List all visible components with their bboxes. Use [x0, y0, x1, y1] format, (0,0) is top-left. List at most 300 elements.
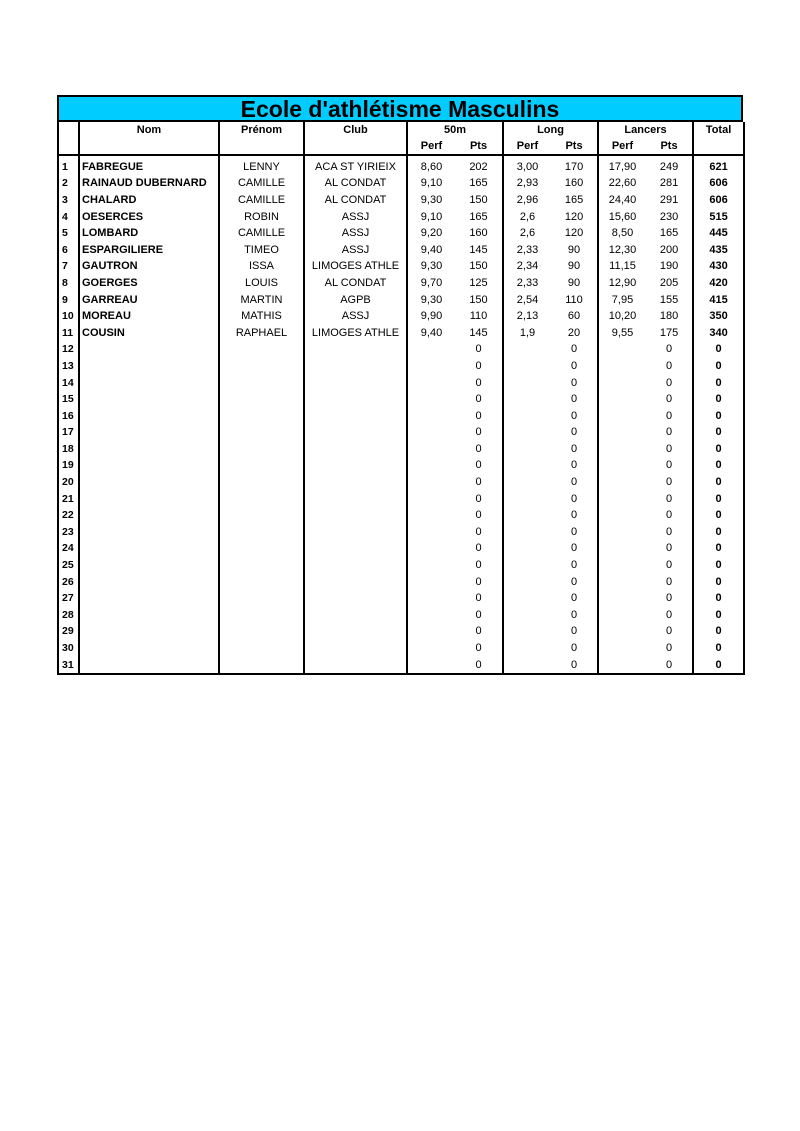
table-row — [58, 259, 744, 276]
cell-long-pts: 0 — [551, 607, 598, 624]
cell-lancers-pts: 0 — [646, 541, 693, 558]
cell-long-perf — [503, 557, 551, 574]
cell-long-perf — [503, 590, 551, 607]
cell-lancers-perf: 12,90 — [608, 276, 637, 289]
cell-lancers-pts: 0 — [646, 391, 693, 408]
cell-long-pts: 20 — [551, 325, 598, 342]
cell-prenom: CAMILLE — [219, 225, 304, 242]
cell-club — [304, 624, 407, 641]
header-lancers-pts: Pts — [646, 138, 693, 155]
cell-lancers-perf — [598, 574, 646, 591]
cell-50m-perf: 9,70 — [420, 276, 443, 289]
cell-nom — [79, 474, 219, 491]
cell-lancers-perf: 8,50 — [611, 227, 634, 240]
cell-long-pts: 90 — [551, 242, 598, 259]
table-row — [58, 441, 744, 458]
cell-50m-perf — [407, 408, 455, 425]
cell-club: ASSJ — [304, 308, 407, 325]
cell-total: 415 — [693, 292, 744, 309]
cell-lancers-perf — [598, 640, 646, 657]
cell-nom: CHALARD — [79, 192, 219, 209]
cell-prenom — [219, 342, 304, 359]
cell-club: ASSJ — [304, 225, 407, 242]
table-row — [58, 375, 744, 392]
cell-total: 0 — [693, 342, 744, 359]
cell-50m-perf — [407, 657, 455, 675]
cell-50m-pts: 150 — [455, 192, 503, 209]
cell-nom — [79, 590, 219, 607]
cell-50m-perf: 9,20 — [420, 227, 443, 240]
cell-50m-perf — [407, 375, 455, 392]
cell-long-pts: 90 — [551, 259, 598, 276]
header-50m-pts: Pts — [455, 138, 503, 155]
cell-nom — [79, 557, 219, 574]
cell-long-pts: 0 — [551, 624, 598, 641]
cell-long-perf: 2,6 — [519, 227, 536, 240]
cell-lancers-perf — [598, 425, 646, 442]
cell-nom — [79, 574, 219, 591]
cell-lancers-pts: 0 — [646, 590, 693, 607]
table-row — [58, 574, 744, 591]
cell-prenom — [219, 507, 304, 524]
cell-long-pts: 0 — [551, 391, 598, 408]
cell-50m-perf — [407, 391, 455, 408]
table-row — [58, 474, 744, 491]
cell-lancers-pts: 249 — [646, 159, 693, 176]
cell-prenom — [219, 557, 304, 574]
cell-lancers-perf — [598, 375, 646, 392]
cell-nom: COUSIN — [79, 325, 219, 342]
cell-nom — [79, 524, 219, 541]
cell-club: AL CONDAT — [304, 176, 407, 193]
cell-50m-perf — [407, 358, 455, 375]
cell-total: 0 — [693, 541, 744, 558]
results-body — [58, 159, 744, 674]
cell-50m-pts: 125 — [455, 275, 503, 292]
cell-club: AL CONDAT — [304, 192, 407, 209]
row-number: 6 — [58, 242, 79, 259]
cell-lancers-pts: 0 — [646, 342, 693, 359]
cell-lancers-perf — [598, 657, 646, 675]
cell-lancers-pts: 0 — [646, 375, 693, 392]
cell-50m-pts: 0 — [455, 657, 503, 675]
cell-lancers-pts: 0 — [646, 491, 693, 508]
header-50m-perf: Perf — [407, 138, 455, 155]
cell-total: 445 — [693, 225, 744, 242]
cell-nom — [79, 507, 219, 524]
cell-nom — [79, 640, 219, 657]
cell-lancers-perf — [598, 557, 646, 574]
row-number: 11 — [58, 325, 79, 342]
row-number: 29 — [58, 624, 79, 641]
cell-total: 0 — [693, 607, 744, 624]
cell-50m-perf — [407, 590, 455, 607]
table-row — [58, 524, 744, 541]
row-number: 1 — [58, 159, 79, 176]
cell-lancers-pts: 155 — [646, 292, 693, 309]
cell-lancers-pts: 0 — [646, 474, 693, 491]
cell-lancers-pts: 0 — [646, 441, 693, 458]
table-row — [58, 640, 744, 657]
cell-prenom — [219, 657, 304, 675]
cell-nom — [79, 408, 219, 425]
cell-long-perf: 1,9 — [519, 326, 536, 339]
cell-prenom: RAPHAEL — [219, 325, 304, 342]
cell-50m-pts: 0 — [455, 524, 503, 541]
cell-club: AL CONDAT — [304, 275, 407, 292]
table-row — [58, 292, 744, 309]
cell-total: 0 — [693, 491, 744, 508]
row-number: 8 — [58, 275, 79, 292]
cell-50m-perf — [407, 474, 455, 491]
cell-prenom — [219, 590, 304, 607]
cell-50m-pts: 165 — [455, 209, 503, 226]
cell-lancers-perf — [598, 524, 646, 541]
cell-club — [304, 474, 407, 491]
cell-prenom — [219, 375, 304, 392]
cell-50m-perf: 9,30 — [420, 260, 443, 273]
table-row — [58, 657, 744, 675]
cell-total: 0 — [693, 657, 744, 675]
cell-lancers-perf — [598, 624, 646, 641]
cell-total: 340 — [693, 325, 744, 342]
cell-lancers-pts: 0 — [646, 657, 693, 675]
cell-50m-pts: 110 — [455, 308, 503, 325]
table-row — [58, 275, 744, 292]
cell-club — [304, 657, 407, 675]
cell-club — [304, 408, 407, 425]
header-long: Long — [503, 122, 598, 138]
cell-total: 0 — [693, 425, 744, 442]
cell-long-perf: 2,34 — [516, 260, 539, 273]
cell-nom: GARREAU — [79, 292, 219, 309]
cell-lancers-perf: 17,90 — [608, 160, 637, 173]
cell-total: 0 — [693, 640, 744, 657]
cell-prenom — [219, 624, 304, 641]
cell-club — [304, 590, 407, 607]
cell-long-perf: 2,93 — [516, 177, 539, 190]
row-number: 30 — [58, 640, 79, 657]
cell-total: 0 — [693, 507, 744, 524]
cell-club — [304, 441, 407, 458]
cell-lancers-perf — [598, 491, 646, 508]
cell-club: LIMOGES ATHLE — [304, 325, 407, 342]
header-total: Total — [693, 122, 744, 138]
cell-long-perf: 3,00 — [516, 160, 539, 173]
table-row — [58, 225, 744, 242]
row-number: 31 — [58, 657, 79, 675]
cell-nom: FABREGUE — [79, 159, 219, 176]
cell-lancers-pts: 0 — [646, 425, 693, 442]
cell-nom: OESERCES — [79, 209, 219, 226]
cell-long-pts: 165 — [551, 192, 598, 209]
cell-lancers-perf — [598, 507, 646, 524]
table-row — [58, 342, 744, 359]
cell-lancers-perf — [598, 342, 646, 359]
cell-50m-perf — [407, 441, 455, 458]
table-row — [58, 408, 744, 425]
table-row — [58, 607, 744, 624]
sheet-title: Ecole d'athlétisme Masculins — [57, 95, 743, 122]
cell-prenom — [219, 408, 304, 425]
header-long-perf: Perf — [503, 138, 551, 155]
cell-total: 606 — [693, 192, 744, 209]
table-row — [58, 557, 744, 574]
cell-lancers-pts: 0 — [646, 524, 693, 541]
cell-prenom: ROBIN — [219, 209, 304, 226]
row-number: 5 — [58, 225, 79, 242]
cell-long-perf — [503, 425, 551, 442]
cell-50m-pts: 202 — [455, 159, 503, 176]
cell-prenom — [219, 574, 304, 591]
cell-long-pts: 0 — [551, 425, 598, 442]
header-lancers-perf: Perf — [598, 138, 646, 155]
cell-long-pts: 160 — [551, 176, 598, 193]
cell-50m-pts: 0 — [455, 541, 503, 558]
results-table — [57, 122, 745, 675]
cell-total: 350 — [693, 308, 744, 325]
cell-long-perf: 2,33 — [516, 276, 539, 289]
cell-50m-pts: 0 — [455, 474, 503, 491]
cell-total: 430 — [693, 259, 744, 276]
cell-prenom — [219, 541, 304, 558]
cell-lancers-pts: 0 — [646, 574, 693, 591]
cell-long-perf — [503, 375, 551, 392]
header-prenom: Prénom — [219, 122, 304, 138]
cell-total: 0 — [693, 557, 744, 574]
cell-50m-pts: 145 — [455, 325, 503, 342]
cell-long-perf — [503, 491, 551, 508]
row-number: 7 — [58, 259, 79, 276]
cell-lancers-pts: 180 — [646, 308, 693, 325]
cell-club — [304, 574, 407, 591]
table-row — [58, 209, 744, 226]
cell-total: 0 — [693, 391, 744, 408]
cell-long-perf — [503, 607, 551, 624]
cell-lancers-perf: 15,60 — [608, 210, 637, 223]
cell-lancers-pts: 0 — [646, 507, 693, 524]
cell-nom — [79, 657, 219, 675]
cell-club — [304, 425, 407, 442]
cell-lancers-perf: 10,20 — [608, 310, 637, 323]
cell-prenom — [219, 607, 304, 624]
table-row — [58, 590, 744, 607]
cell-nom: GOERGES — [79, 275, 219, 292]
cell-long-perf: 2,33 — [516, 243, 539, 256]
cell-nom: MOREAU — [79, 308, 219, 325]
cell-long-pts: 0 — [551, 408, 598, 425]
cell-lancers-perf — [598, 607, 646, 624]
row-number: 14 — [58, 375, 79, 392]
cell-50m-pts: 0 — [455, 557, 503, 574]
cell-50m-pts: 0 — [455, 590, 503, 607]
cell-long-pts: 0 — [551, 640, 598, 657]
cell-50m-perf: 9,40 — [420, 243, 443, 256]
table-row — [58, 507, 744, 524]
cell-50m-pts: 145 — [455, 242, 503, 259]
cell-club — [304, 358, 407, 375]
cell-long-pts: 0 — [551, 458, 598, 475]
table-row — [58, 192, 744, 209]
table-row — [58, 425, 744, 442]
row-number: 28 — [58, 607, 79, 624]
cell-long-perf — [503, 408, 551, 425]
cell-total: 0 — [693, 524, 744, 541]
cell-long-perf — [503, 524, 551, 541]
cell-prenom — [219, 391, 304, 408]
cell-nom — [79, 458, 219, 475]
cell-prenom — [219, 474, 304, 491]
cell-lancers-pts: 0 — [646, 408, 693, 425]
cell-long-pts: 120 — [551, 225, 598, 242]
cell-lancers-perf — [598, 391, 646, 408]
cell-long-perf — [503, 640, 551, 657]
cell-total: 435 — [693, 242, 744, 259]
cell-long-perf — [503, 458, 551, 475]
cell-50m-perf: 8,60 — [420, 160, 443, 173]
cell-lancers-pts: 200 — [646, 242, 693, 259]
table-row — [58, 308, 744, 325]
header-long-pts: Pts — [551, 138, 598, 155]
cell-nom — [79, 375, 219, 392]
table-row — [58, 624, 744, 641]
row-number: 18 — [58, 441, 79, 458]
table-row — [58, 242, 744, 259]
cell-long-perf — [503, 574, 551, 591]
cell-50m-perf: 9,40 — [420, 326, 443, 339]
row-number: 9 — [58, 292, 79, 309]
cell-prenom: MARTIN — [219, 292, 304, 309]
row-number: 12 — [58, 342, 79, 359]
cell-lancers-perf — [598, 474, 646, 491]
cell-total: 0 — [693, 474, 744, 491]
cell-lancers-perf — [598, 458, 646, 475]
cell-prenom — [219, 524, 304, 541]
cell-lancers-perf — [598, 408, 646, 425]
cell-prenom — [219, 441, 304, 458]
table-row — [58, 159, 744, 176]
cell-prenom — [219, 491, 304, 508]
cell-lancers-pts: 0 — [646, 624, 693, 641]
cell-long-perf — [503, 474, 551, 491]
row-number: 20 — [58, 474, 79, 491]
cell-lancers-pts: 165 — [646, 225, 693, 242]
cell-lancers-perf — [598, 590, 646, 607]
cell-50m-pts: 0 — [455, 491, 503, 508]
cell-long-pts: 0 — [551, 358, 598, 375]
cell-lancers-pts: 230 — [646, 209, 693, 226]
cell-50m-perf — [407, 574, 455, 591]
header-row-2 — [58, 138, 744, 155]
cell-lancers-perf: 11,15 — [609, 260, 636, 273]
cell-nom — [79, 358, 219, 375]
row-number: 2 — [58, 176, 79, 193]
cell-total: 606 — [693, 176, 744, 193]
cell-nom — [79, 441, 219, 458]
row-number: 3 — [58, 192, 79, 209]
cell-nom — [79, 342, 219, 359]
header-row-1 — [58, 122, 744, 138]
cell-long-pts: 60 — [551, 308, 598, 325]
cell-50m-pts: 0 — [455, 607, 503, 624]
cell-lancers-perf: 22,60 — [608, 177, 637, 190]
row-number: 27 — [58, 590, 79, 607]
cell-lancers-pts: 0 — [646, 640, 693, 657]
cell-long-perf — [503, 441, 551, 458]
cell-long-pts: 0 — [551, 342, 598, 359]
cell-50m-pts: 0 — [455, 640, 503, 657]
cell-club: LIMOGES ATHLE — [304, 259, 407, 276]
header-50m: 50m — [407, 122, 503, 138]
cell-total: 420 — [693, 275, 744, 292]
cell-total: 621 — [693, 159, 744, 176]
table-row — [58, 325, 744, 342]
cell-50m-perf: 9,10 — [420, 210, 443, 223]
cell-50m-pts: 0 — [455, 574, 503, 591]
cell-long-perf — [503, 507, 551, 524]
cell-long-perf: 2,6 — [519, 210, 536, 223]
cell-lancers-perf: 12,30 — [608, 243, 637, 256]
row-number: 16 — [58, 408, 79, 425]
row-number: 22 — [58, 507, 79, 524]
cell-long-perf — [503, 541, 551, 558]
cell-nom — [79, 607, 219, 624]
cell-long-pts: 0 — [551, 491, 598, 508]
cell-nom: GAUTRON — [79, 259, 219, 276]
cell-prenom — [219, 458, 304, 475]
header-num — [58, 122, 79, 138]
row-number: 19 — [58, 458, 79, 475]
cell-50m-pts: 0 — [455, 425, 503, 442]
cell-total: 0 — [693, 408, 744, 425]
cell-long-pts: 0 — [551, 507, 598, 524]
row-number: 26 — [58, 574, 79, 591]
cell-50m-perf: 9,90 — [420, 310, 443, 323]
cell-lancers-perf: 24,40 — [608, 193, 637, 206]
cell-50m-perf: 9,30 — [420, 293, 443, 306]
cell-nom: RAINAUD DUBERNARD — [79, 176, 219, 193]
cell-club — [304, 342, 407, 359]
cell-50m-perf — [407, 557, 455, 574]
row-number: 4 — [58, 209, 79, 226]
cell-50m-pts: 0 — [455, 624, 503, 641]
cell-lancers-pts: 175 — [646, 325, 693, 342]
cell-long-pts: 0 — [551, 590, 598, 607]
cell-prenom: CAMILLE — [219, 176, 304, 193]
cell-total: 0 — [693, 358, 744, 375]
cell-total: 0 — [693, 574, 744, 591]
cell-50m-pts: 0 — [455, 507, 503, 524]
cell-total: 515 — [693, 209, 744, 226]
row-number: 10 — [58, 308, 79, 325]
cell-long-pts: 0 — [551, 441, 598, 458]
cell-prenom — [219, 358, 304, 375]
row-number: 25 — [58, 557, 79, 574]
cell-long-perf — [503, 358, 551, 375]
cell-50m-perf — [407, 491, 455, 508]
table-row — [58, 458, 744, 475]
cell-long-perf: 2,96 — [516, 193, 539, 206]
cell-club — [304, 375, 407, 392]
cell-club: AGPB — [304, 292, 407, 309]
cell-50m-pts: 150 — [455, 259, 503, 276]
cell-long-pts: 90 — [551, 275, 598, 292]
results-sheet — [57, 95, 743, 675]
cell-club — [304, 541, 407, 558]
table-row — [58, 176, 744, 193]
header-lancers: Lancers — [598, 122, 693, 138]
cell-long-pts: 0 — [551, 524, 598, 541]
